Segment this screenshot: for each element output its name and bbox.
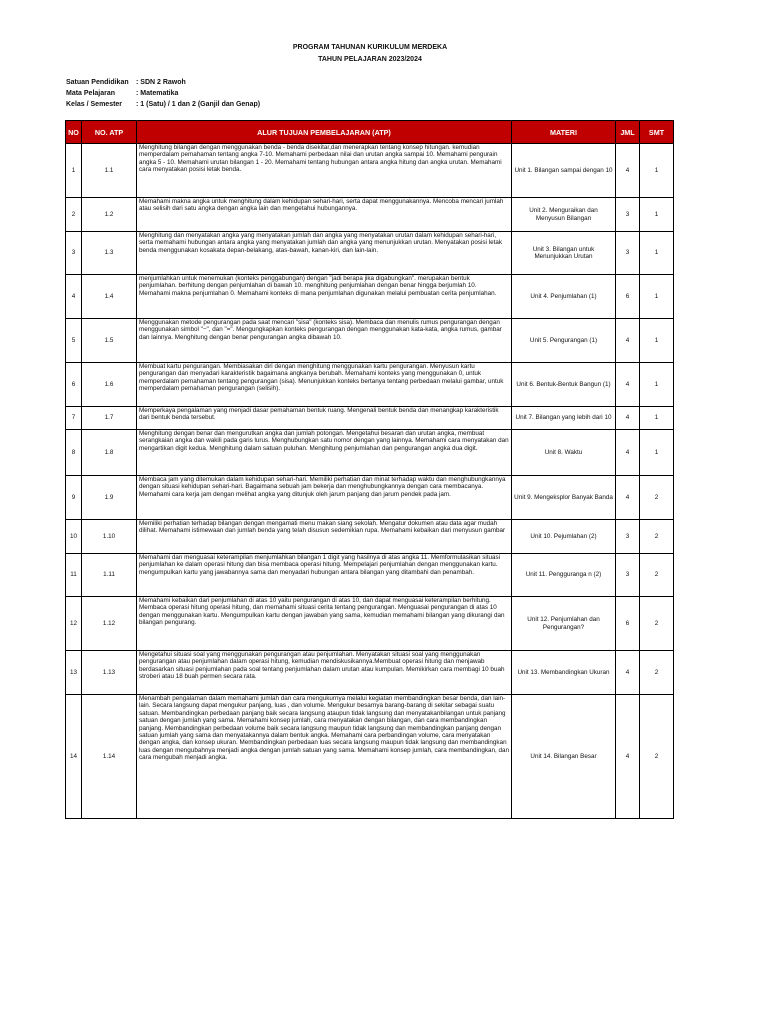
meta-value: : Matematika — [136, 90, 179, 97]
document-title: PROGRAM TAHUNAN KURIKULUM MERDEKA — [292, 44, 448, 51]
meta-label: Kelas / Semester — [66, 101, 123, 108]
table-row — [66, 275, 674, 319]
meta-label: Mata Pelajaran — [66, 90, 116, 97]
row-jml: 6 — [616, 275, 640, 319]
row-smt: 2 — [640, 554, 674, 597]
header-materi: MATERI — [512, 121, 616, 144]
meta-value: : SDN 2 Rawoh — [136, 79, 186, 86]
row-materi: Unit 6. Bentuk-Bentuk Bangun (1) — [512, 363, 616, 407]
row-jml: 4 — [616, 363, 640, 407]
row-smt: 1 — [640, 144, 674, 198]
row-jml: 4 — [616, 476, 640, 520]
row-smt: 1 — [640, 232, 674, 275]
meta-row-school — [66, 77, 260, 88]
row-smt: 1 — [640, 198, 674, 232]
row-jml: 4 — [616, 695, 640, 819]
table-row — [66, 407, 674, 430]
row-number: 14 — [66, 695, 82, 819]
row-number: 6 — [66, 363, 82, 407]
row-atp-number: 1.12 — [82, 597, 137, 651]
row-jml: 3 — [616, 198, 640, 232]
row-atp-text: Membaca jam yang ditemukan dalam kehidupan sehari-hari. Memiliki perhatian dan minat terhadap waktu dan menghubungkannya dengan situasi kehidupan sehari-hari. Bagaimana sebuah jam bekerja dan menghubungkannya dengan cara membacanya. Memahami cara kerja jam dengan melihat angka yang ditunjuk oleh jarum panjang dan jarum pendek pada jam. — [137, 476, 512, 520]
table-header-row — [66, 121, 674, 144]
row-materi: Unit 10. Pejumlahan (2) — [512, 520, 616, 554]
row-smt: 1 — [640, 319, 674, 363]
row-jml: 3 — [616, 554, 640, 597]
row-atp-text: Memiliki perhatian terhadap bilangan dengan mengamati menu makan siang sekolah. Mengatur dokumen atau data agar mudah dilihat. Memahami istimewaan dan jumlah benda yang telah disusun sedemikian rupa. Memahami kebaikan dari menyusun gambar — [137, 520, 512, 554]
row-materi: Unit 11. Pengguranga n (2) — [512, 554, 616, 597]
row-smt: 2 — [640, 520, 674, 554]
row-atp-number: 1.13 — [82, 651, 137, 695]
row-jml: 4 — [616, 407, 640, 430]
row-atp-text: Menghitung bilangan dengan menggunakan benda - benda disekitar,dan menerapkan tentang konsep hitungan. kemudian memperdalam pemahaman tentang angka 7-10. Memahami perbedaan nilai dan urutan angka sampai 10. Memahami pengurain angka 5 - 10. Memahami urutan bilangan 1 - 20. Memahami tentang hubungan antara angka hitung dan angka urutan. Memahami cara menyatakan posisi letak benda. — [137, 144, 512, 198]
row-smt: 1 — [640, 275, 674, 319]
row-number: 8 — [66, 430, 82, 476]
row-atp-text: Membuat kartu pengurangan. Membiasakan diri dengan menghitung menggunakan kartu pengurangan. Menyusun kartu pengurangan dan menyadari karakteristik bagaimana angkanya berubah. Memahami konteks yang menggunakan 0, untuk memperdalam pemahaman tentang pengurangan (sisa). Menunjukkan konteks bertanya tentang perbedaan melalui gambar, untuk memperdalam pemahaman pengurangan (selisih). — [137, 363, 512, 407]
row-materi: Unit 2. Menguraikan dan Menyusun Bilangan — [512, 198, 616, 232]
row-materi: Unit 8. Waktu — [512, 430, 616, 476]
table-row — [66, 476, 674, 520]
row-atp-number: 1.8 — [82, 430, 137, 476]
meta-row-class — [66, 99, 260, 110]
header-atp: ALUR TUJUAN PEMBELAJARAN (ATP) — [137, 121, 512, 144]
table-row — [66, 597, 674, 651]
header-atp-no: NO. ATP — [82, 121, 137, 144]
table-row — [66, 232, 674, 275]
row-number: 1 — [66, 144, 82, 198]
row-number: 3 — [66, 232, 82, 275]
row-atp-text: Menghitung dengan benar dan mengurutkan angka dan jumlah potongan. Mengetahui besaran dan urutan angka, membuat serangkaian angka dan wakili pada garis lurus. Menghubungkan satu nomor dengan yang lainnya. Memahami cara menyatakan dan mengartikan digit kedua. Menghitung dalam satuan puluhan. Menghitung penjumlahan dan pengurangan angka dua digit. — [137, 430, 512, 476]
row-atp-text: menjumlahkan untuk menemukan (konteks penggabungan) dengan "jadi berapa jika digabungkan". merupakan bentuk penjumlahan. berhitung dengan penjumlahan di bawah 10. menghitung penjumlahan dengan benar hingga berjumlah 10. Memahami makna penjumlahan 0. Memahami konteks di mana penjumlahan digunakan melalui pembuatan cerita penjumlahan. — [137, 275, 512, 319]
row-materi: Unit 3. Bilangan untuk Menunjukkan Urutan — [512, 232, 616, 275]
table-row — [66, 651, 674, 695]
row-number: 12 — [66, 597, 82, 651]
header-no: NO — [66, 121, 82, 144]
row-atp-number: 1.5 — [82, 319, 137, 363]
row-materi: Unit 5. Pengurangan (1) — [512, 319, 616, 363]
row-atp-number: 1.6 — [82, 363, 137, 407]
meta-label: Satuan Pendidikan — [66, 79, 129, 86]
header-smt: SMT — [640, 121, 674, 144]
row-number: 4 — [66, 275, 82, 319]
atp-table — [65, 120, 674, 819]
row-atp-number: 1.3 — [82, 232, 137, 275]
row-atp-text: Menghitung dan menyatakan angka yang menyatakan jumlah dan angka yang menyatakan urutan dalam kehidupan sehari-hari, serta memahami hubungan antara angka yang menyatakan jumlah dan angka yang menunjukkan urutan. Menyatakan posisi letak benda menggunakan kosakata depan-belakang, atas-bawah, kanan-kiri, dan lain-lain. — [137, 232, 512, 275]
row-atp-text: Memahami makna angka untuk menghitung dalam kehidupan sehari-hari, serta dapat menggunakannya. Mencoba mencari jumlah atau selisih dari satu angka dengan angka lain dan mengetahui hubungannya. — [137, 198, 512, 232]
row-atp-text: Memahami kebaikan dari penjumlahan di atas 10 yaitu pengurangan di atas 10, dan dapat menguasai keterampilan berhitung. Membaca operasi hitung operasi hitung, dan memahami situasi cerita tentang pengurangan. Menguasai pengurangan di atas 10 dengan menggunakan kartu. Mengumpulkan kartu dengan jawaban yang sama, kemudian memahami bilangan yang dikurangi dan bilangan pengurang. — [137, 597, 512, 651]
row-number: 5 — [66, 319, 82, 363]
row-smt: 1 — [640, 430, 674, 476]
meta-row-subject — [66, 88, 260, 99]
table-row — [66, 554, 674, 597]
table-row — [66, 520, 674, 554]
row-materi: Unit 14. Bilangan Besar — [512, 695, 616, 819]
table-row — [66, 144, 674, 198]
row-number: 7 — [66, 407, 82, 430]
row-jml: 4 — [616, 144, 640, 198]
row-number: 9 — [66, 476, 82, 520]
row-atp-number: 1.14 — [82, 695, 137, 819]
row-atp-text: Menambah pengalaman dalam memahami jumlah dan cara mengukurnya melalui kegiatan membandingkan besar benda, dan lain-lain. Secara langsung dapat mengukur panjang, luas , dan volume. Mengukur besarnya barang-barang di sekitar sebagai suatu satuan. Membandingkan perbedaan panjang baik secara langsung ataupun tidak langsung dan menyatakanbilangan untuk panjang satuan dengan jumlah yang sama. Memahami konsep jumlah, cara menyatakan dengan bilangan, dan cara membandingkan panjang. Membandingkan perbedaan volume baik secara langsung maupun tidak langsung dan membandingkan panjang dengan satuan jumlah yang sama dan menyatakannya dalam bentuk angka. Memahami cara perbandingan volume, cara menyatakan dengan angka, dan konsep ukuran. Membandingkan perbedaan luas secara langsung maupun tidak langsung dan membandingkan luas dengan mengubahnya menjadi angka dengan jumlah satuan yang sama. Memahami konsep jumlah, cara membandingkan, dan cara mengubah menjadi angka. — [137, 695, 512, 819]
table-row — [66, 198, 674, 232]
row-jml: 4 — [616, 651, 640, 695]
row-atp-number: 1.1 — [82, 144, 137, 198]
row-materi: Unit 9. Mengeksplor Banyak Banda — [512, 476, 616, 520]
row-number: 11 — [66, 554, 82, 597]
row-jml: 4 — [616, 319, 640, 363]
row-smt: 2 — [640, 597, 674, 651]
row-smt: 2 — [640, 695, 674, 819]
document-meta — [66, 77, 260, 110]
row-atp-text: Memahami dan menguasai keterampilan menjumlahkan bilangan 1 digit yang hasilnya di atas angka 11. Memformulasikan situasi penjumlahan ke dalam operasi hitung dan bisa membaca operasi hitung. Mempelajari penjumlahan dengan menggunakan kartu. mengumpulkan kartu yang jawabannya sama dan menyadari hubungan antara bilangan yang ditambahi dan penambah. — [137, 554, 512, 597]
row-smt: 1 — [640, 407, 674, 430]
row-jml: 3 — [616, 520, 640, 554]
meta-value: : 1 (Satu) / 1 dan 2 (Ganjil dan Genap) — [136, 101, 261, 108]
row-number: 10 — [66, 520, 82, 554]
row-atp-number: 1.9 — [82, 476, 137, 520]
row-smt: 1 — [640, 363, 674, 407]
table-row — [66, 363, 674, 407]
table-row — [66, 430, 674, 476]
row-materi: Unit 12. Penjumlahan dan Pengurangan? — [512, 597, 616, 651]
row-atp-number: 1.11 — [82, 554, 137, 597]
row-smt: 2 — [640, 651, 674, 695]
row-number: 13 — [66, 651, 82, 695]
row-atp-number: 1.4 — [82, 275, 137, 319]
row-jml: 6 — [616, 597, 640, 651]
row-atp-number: 1.10 — [82, 520, 137, 554]
document-subtitle: TAHUN PELAJARAN 2023/2024 — [318, 56, 422, 63]
row-jml: 3 — [616, 232, 640, 275]
row-number: 2 — [66, 198, 82, 232]
row-smt: 2 — [640, 476, 674, 520]
table-row — [66, 695, 674, 819]
row-atp-number: 1.7 — [82, 407, 137, 430]
row-materi: Unit 4. Penjumlahan (1) — [512, 275, 616, 319]
row-atp-text: Menggunakan metode pengurangan pada saat mencari "sisa" (konteks sisa). Membaca dan menulis rumus pengurangan dengan menggunakan simbol "−", dan "=". Mengungkapkan konteks pengurangan dengan menggunakan kata-kata, angka rumus, gambar dan lainnya. Menghitung dengan benar pengurangan angka dibawah 10. — [137, 319, 512, 363]
header-jml: JML — [616, 121, 640, 144]
row-jml: 4 — [616, 430, 640, 476]
row-atp-text: Mengetahui situasi soal yang menggunakan pengurangan atau penjumlahan. Menyatakan situasi soal yang menggunakan pengurangan atau penjumlahan dalam operasi hitung, kemudian mendiskusikannya.Membuat operasi hitung dan menjawab berdasarkan situasi penjumlahan pada soal tentang penjumlahan dalam urutan atau kumpulan. Memikirkan cara membagi 10 buah stroberi atau 18 buah permen secara rata. — [137, 651, 512, 695]
row-materi: Unit 13. Membandingkan Ukuran — [512, 651, 616, 695]
row-atp-text: Memperkaya pengalaman yang menjadi dasar pemahaman bentuk ruang. Mengenali bentuk benda dan menangkap karakteristik dari bentuk benda tersebut. — [137, 407, 512, 430]
row-materi: Unit 7. Bilangan yang lebih dari 10 — [512, 407, 616, 430]
row-atp-number: 1.2 — [82, 198, 137, 232]
table-row — [66, 319, 674, 363]
row-materi: Unit 1. Bilangan sampai dengan 10 — [512, 144, 616, 198]
